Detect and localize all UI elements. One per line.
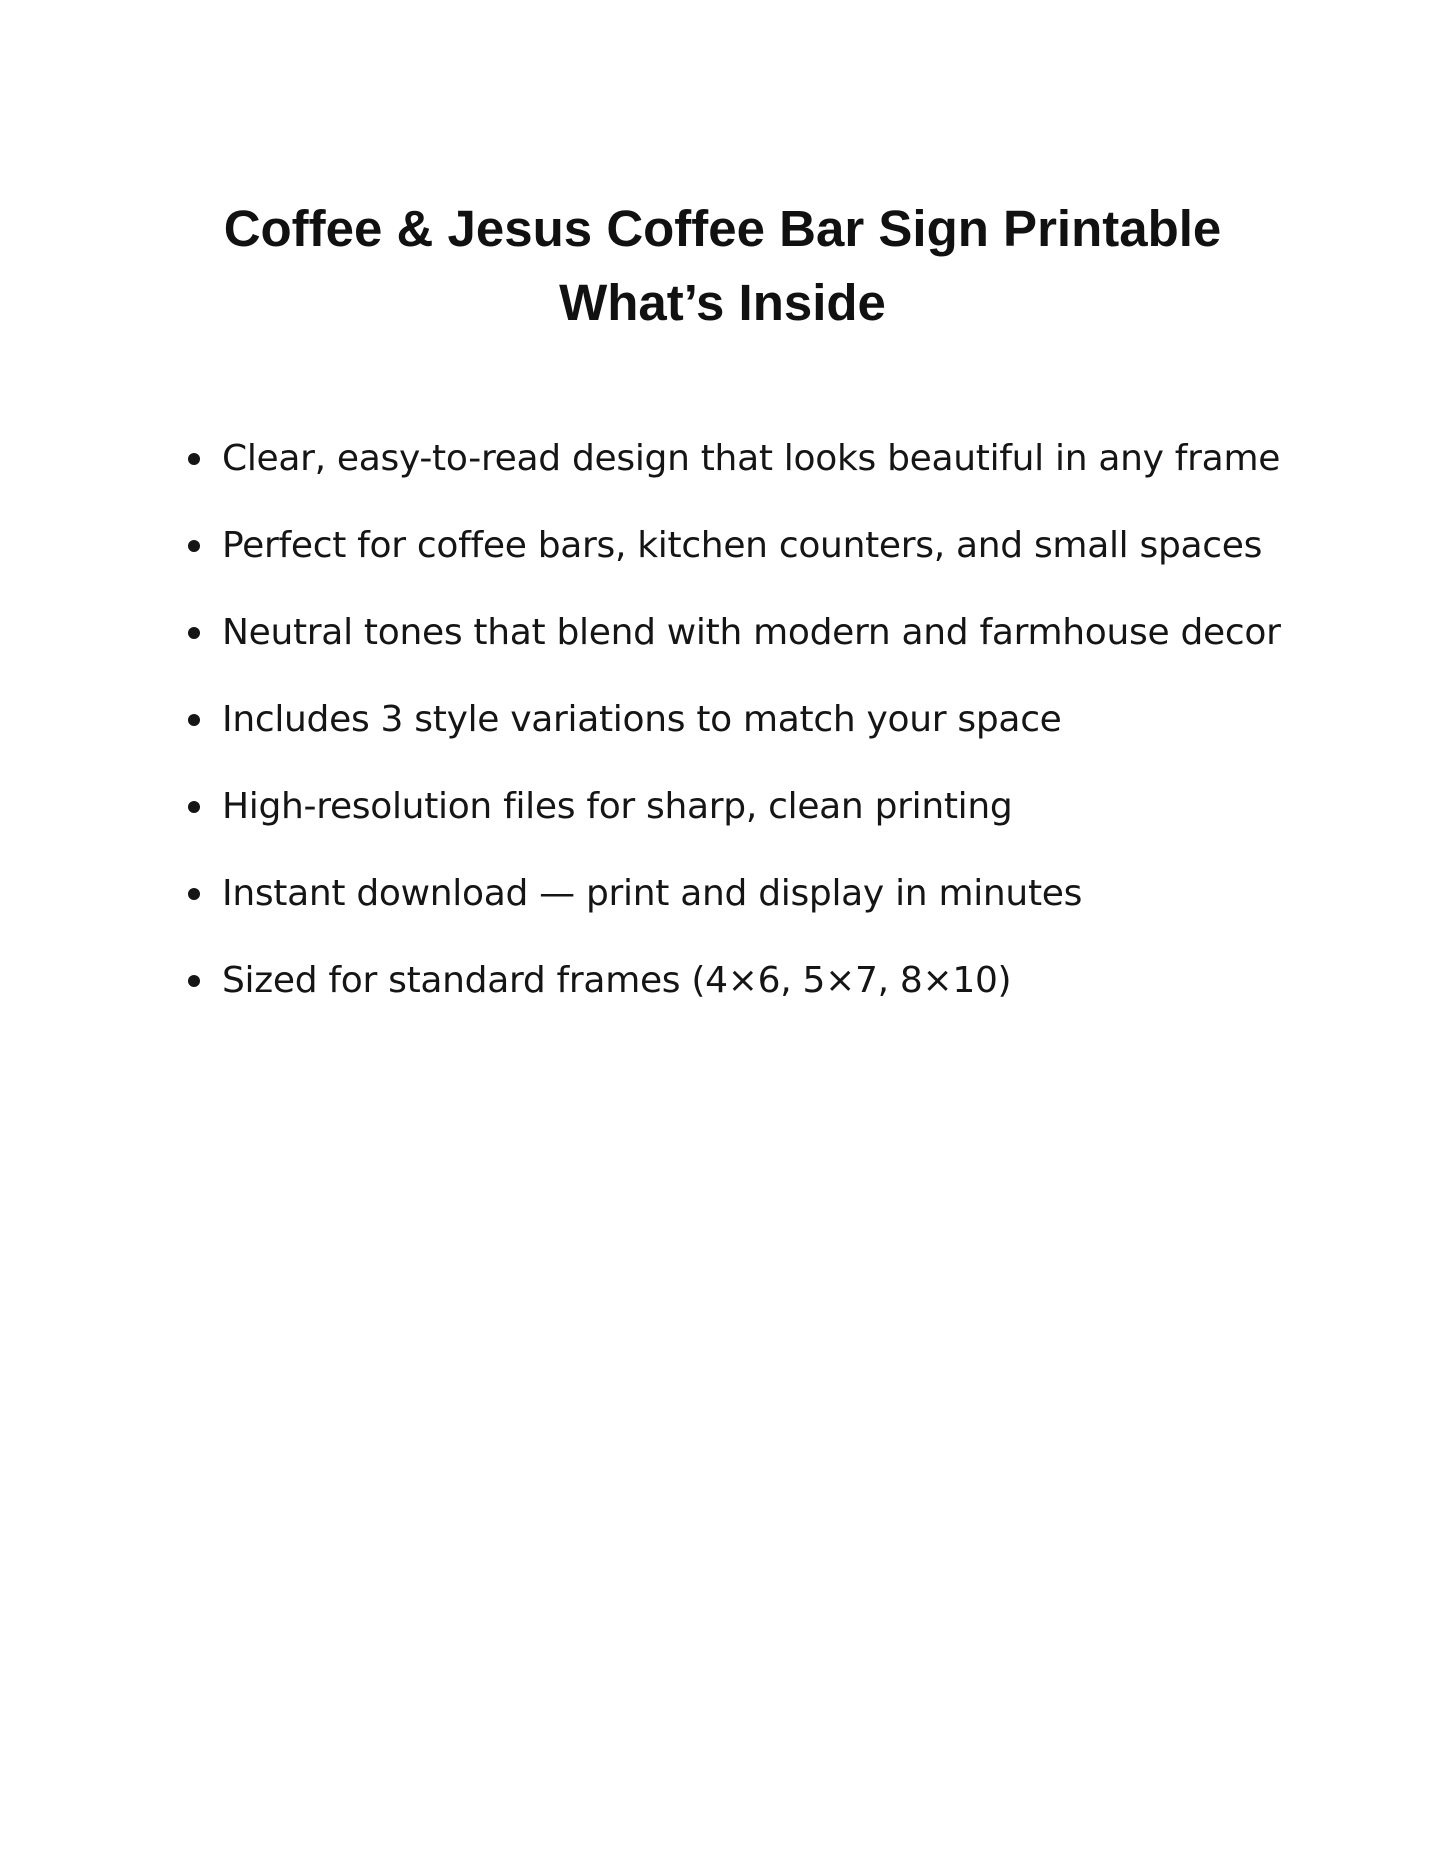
bullet-icon	[188, 801, 200, 813]
bullet-icon	[188, 975, 200, 987]
list-item	[188, 850, 1291, 937]
list-item	[188, 589, 1291, 676]
bullet-icon	[188, 714, 200, 726]
list-item	[188, 502, 1291, 589]
list-item-text: Perfect for coffee bars, kitchen counters, and small spaces	[222, 525, 1263, 566]
bullet-icon	[188, 888, 200, 900]
list-item-text: High-resolution files for sharp, clean printing	[222, 786, 1013, 827]
feature-list	[188, 415, 1291, 1024]
bullet-icon	[188, 453, 200, 465]
bullet-icon	[188, 627, 200, 639]
list-item-text: Clear, easy-to-read design that looks beautiful in any frame	[222, 438, 1281, 479]
page-title	[0, 192, 1445, 340]
list-item	[188, 763, 1291, 850]
title-line-2: What’s Inside	[559, 274, 886, 331]
list-item	[188, 415, 1291, 502]
title-line-1: Coffee & Jesus Coffee Bar Sign Printable	[223, 200, 1222, 257]
list-item-text: Includes 3 style variations to match your space	[222, 699, 1062, 740]
list-item-text: Sized for standard frames (4×6, 5×7, 8×10)	[222, 960, 1012, 1001]
list-item-text: Neutral tones that blend with modern and farmhouse decor	[222, 612, 1281, 653]
bullet-icon	[188, 540, 200, 552]
list-item	[188, 937, 1291, 1024]
list-item	[188, 676, 1291, 763]
list-item-text: Instant download — print and display in minutes	[222, 873, 1083, 914]
